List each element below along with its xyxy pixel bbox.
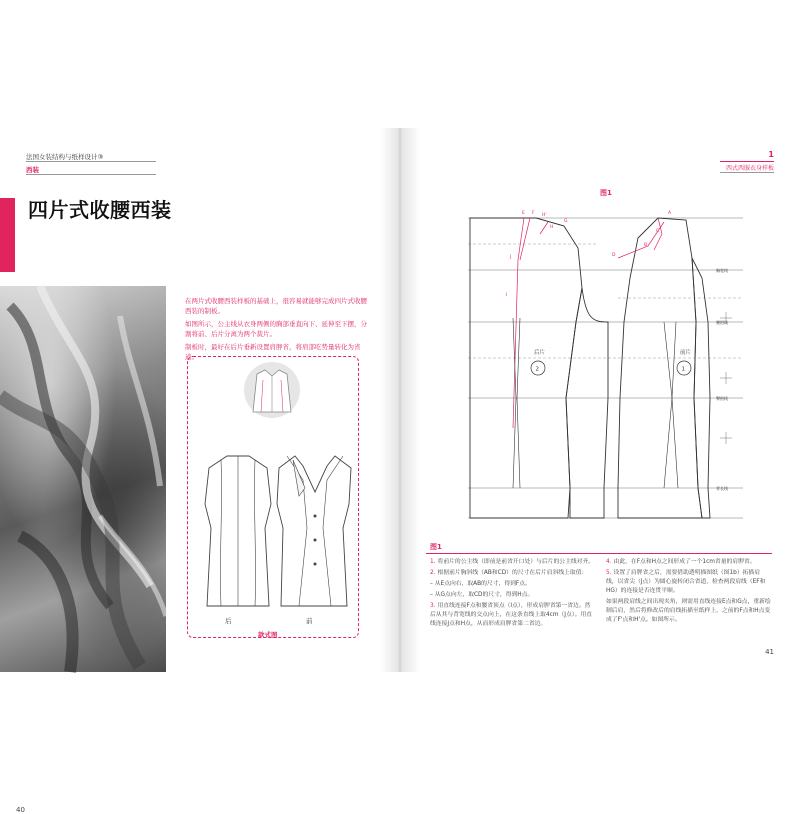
step-2a: – 从E点向右，取AB的尺寸，得到F点。 bbox=[430, 581, 531, 587]
pattern-drawing bbox=[458, 198, 758, 538]
note-back: 背长线 bbox=[716, 486, 728, 491]
point-E: E bbox=[522, 211, 525, 216]
note-hip: 臀围线 bbox=[716, 396, 728, 401]
right-page bbox=[400, 128, 800, 672]
style-drawings bbox=[187, 356, 357, 636]
book-spread bbox=[0, 128, 800, 814]
fabric-photo bbox=[0, 286, 166, 814]
front-side-pattern-piece bbox=[692, 258, 710, 518]
note-bust: 胸宽线 bbox=[716, 268, 728, 273]
point-H-prime: H' bbox=[542, 213, 547, 218]
header-rule-2 bbox=[26, 174, 156, 175]
front-piece-number: 1 bbox=[681, 366, 685, 373]
point-A: A bbox=[668, 211, 672, 216]
section-tag: 西装 bbox=[26, 166, 39, 174]
point-B: B bbox=[644, 243, 648, 248]
back-piece-number: 2 bbox=[535, 366, 539, 373]
step-2: 2. 根据前片胸斜线（AB和CD）的尺寸在后片肩斜线上取值： bbox=[430, 570, 588, 576]
left-page bbox=[0, 128, 400, 814]
front-piece-label: 前片 bbox=[680, 350, 692, 356]
step-2b: – 从G点向左，取CD的尺寸，得到H点。 bbox=[430, 592, 534, 598]
point-D: D bbox=[612, 253, 616, 258]
label-back: 后 bbox=[225, 617, 232, 625]
chapter-subtitle: 西式西服衣身样板 bbox=[725, 165, 774, 172]
steps-right-column bbox=[606, 558, 771, 627]
fabric-drape-illustration bbox=[0, 286, 166, 672]
shoulder-dart bbox=[513, 218, 548, 428]
chapter-number: 1 bbox=[768, 150, 774, 159]
intro-paragraph-3: 制板时，最好在后片垂新设置肩胛省，将肩部吃势量转化为省道。 bbox=[185, 343, 361, 361]
figure-label-bottom: 图1 bbox=[430, 543, 442, 551]
point-G: G bbox=[564, 219, 568, 224]
step-1: 1. 将前片的公主线（即前是前省开口处）与后片的公主线对齐。 bbox=[430, 559, 595, 565]
style-caption: 款式图 bbox=[258, 631, 278, 639]
step-3: 3. 用直线连接F点和腰省顶点（I点），形成肩胛省第一省边。然后从其与背宽线的交点向上，在这条直线上取4cm（J点）。用直线连接J点和H点，从而形成肩胛省第二省边。 bbox=[430, 603, 593, 627]
step-5: 5. 设置了肩胛省之后，需要借助透明描图纸（图1b）拓描肩线，以省尖（J点）为圆心旋转闭合省道，检查两段肩线（EF和HG）的连接是否连贯平顺。 bbox=[606, 570, 766, 594]
figure-label-top: 图1 bbox=[600, 189, 612, 197]
title-accent-bar bbox=[0, 198, 15, 272]
chapter-rule bbox=[720, 161, 774, 162]
figure-rule bbox=[426, 553, 772, 554]
point-C: C bbox=[656, 229, 660, 234]
chapter-rule-2 bbox=[720, 172, 774, 173]
point-F: F bbox=[532, 211, 535, 216]
intro-text bbox=[185, 296, 370, 365]
back-side-pattern-piece bbox=[566, 288, 608, 518]
intro-paragraph-2: 如图所示，公主线从衣身两侧的胸部垂直向下、延伸至下摆，分割将前、后片分离为两个裁片。 bbox=[185, 320, 367, 338]
label-front: 前 bbox=[306, 617, 313, 625]
intro-paragraph-1: 在两片式收腰西装样板的基础上，很容易就能够完成四片式收腰西装的制板。 bbox=[185, 297, 367, 315]
steps-left-column bbox=[430, 558, 595, 631]
point-I: I bbox=[506, 293, 508, 298]
step-5-cont: 如果两段肩线之间出现夹角，则需用直线连接E点和G点，重新绘制后肩，然后将修改后的肩线拓描至纸样上，之前的F点和H点变成了F'点和H'点。如图所示。 bbox=[606, 599, 771, 623]
page-title: 四片式收腰西装 bbox=[28, 198, 172, 222]
front-vest-drawing bbox=[277, 456, 351, 606]
step-4: 4. 由此，在F点和H点之间形成了一个1cm省量的肩胛省。 bbox=[606, 559, 756, 565]
page-number-left: 40 bbox=[16, 806, 25, 814]
header-rule bbox=[26, 161, 156, 162]
note-waist: 腰围线 bbox=[716, 320, 728, 325]
point-J: J bbox=[510, 255, 512, 260]
page-number-right: 41 bbox=[765, 648, 774, 656]
back-pattern-piece bbox=[470, 218, 582, 518]
back-vest-drawing bbox=[205, 456, 271, 606]
series-title: 法国女装结构与纸样设计③ bbox=[26, 153, 104, 161]
back-piece-label: 后片 bbox=[534, 350, 546, 356]
point-H: H bbox=[550, 225, 554, 230]
